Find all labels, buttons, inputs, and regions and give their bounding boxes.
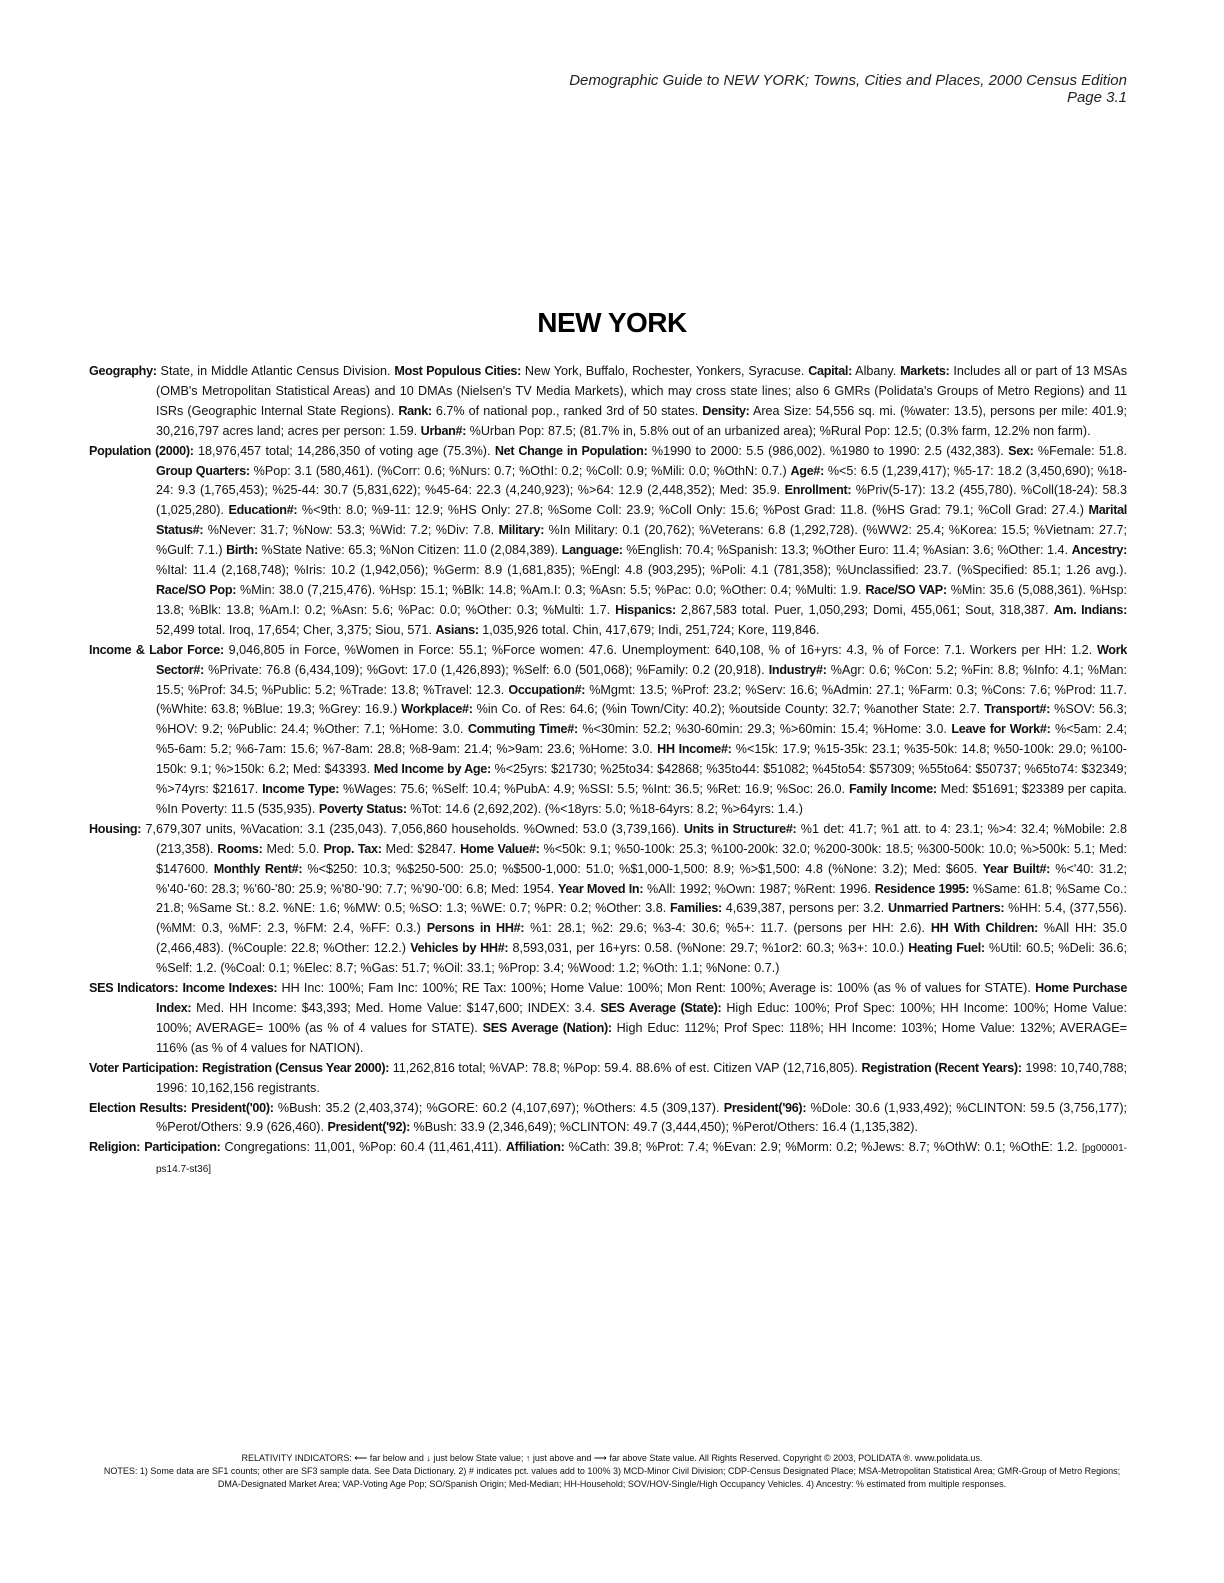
field-label: Voter Participation: bbox=[89, 1060, 199, 1075]
section-election bbox=[89, 1099, 1127, 1139]
field-label: Hispanics: bbox=[615, 602, 676, 617]
field-label: Persons in HH#: bbox=[426, 921, 525, 936]
field-label: SES Indicators: bbox=[89, 981, 179, 996]
field-label: Enrollment: bbox=[784, 483, 852, 498]
field-value: %<15k: 17.9; %15-35k: 23.1; %35-50k: 14.8; %50-100k: 29.0; %100-150k: 9.1; %>150k: 6.2; Med: $43393. bbox=[156, 742, 1127, 777]
field-label: Birth: bbox=[226, 543, 258, 558]
field-value: %All: 1992; %Own: 1987; %Rent: 1996. bbox=[643, 881, 875, 896]
field-label: Prop. Tax: bbox=[323, 841, 382, 856]
field-value: Med: 5.0. bbox=[262, 841, 324, 856]
field-label: Workplace#: bbox=[401, 702, 473, 717]
field-value: %English: 70.4; %Spanish: 13.3; %Other Euro: 11.4; %Asian: 3.6; %Other: 1.4. bbox=[622, 543, 1072, 558]
field-value: 11,262,816 total; %VAP: 78.8; %Pop: 59.4. 88.6% of est. Citizen VAP (12,716,805). bbox=[389, 1060, 862, 1075]
page-footer bbox=[95, 1452, 1129, 1491]
field-value: %Pop: 3.1 (580,461). (%Corr: 0.6; %Nurs: 0.7; %OthI: 0.2; %Coll: 0.9; %Mili: 0.0; %OthN: 0.7.) bbox=[249, 463, 791, 478]
field-label: Am. Indians: bbox=[1053, 602, 1127, 617]
field-label: Year Built#: bbox=[982, 861, 1051, 876]
field-label: President('96): bbox=[723, 1100, 807, 1115]
field-value: %Same: 61.8; %Same Co.: 21.8; %Same St.: 8.2. %NE: 1.6; %MW: 0.5; %SO: 1.3; %WE: 0.7; %PR: 0.2; %Other: 3.8. bbox=[156, 881, 1128, 916]
field-label: Language: bbox=[561, 543, 623, 558]
field-label: Income & Labor Force: bbox=[89, 642, 224, 657]
field-value: %<$250: 10.3; %$250-500: 25.0; %$500-1,000: 51.0; %$1,000-1,500: 8.9; %>$1,500: 4.8 (%None: 3.2); Med: $605. bbox=[302, 861, 983, 876]
section-geography bbox=[89, 362, 1127, 442]
field-label: Education#: bbox=[228, 503, 298, 518]
field-label: President('92): bbox=[327, 1120, 410, 1135]
field-value: %1: 28.1; %2: 29.6; %3-4: 30.6; %5+: 11.7. (persons per HH: 2.6). bbox=[524, 921, 931, 936]
field-label: Vehicles by HH#: bbox=[410, 941, 509, 956]
field-label: Rank: bbox=[398, 403, 432, 418]
field-label: Participation: bbox=[144, 1140, 221, 1155]
field-label: Affiliation: bbox=[505, 1140, 565, 1155]
field-value: 8,593,031, per 16+yrs: 0.58. (%None: 29.7; %1or2: 60.3; %3+: 10.0.) bbox=[508, 941, 909, 956]
field-label: Transport#: bbox=[984, 702, 1051, 717]
field-label: HH With Children: bbox=[930, 921, 1039, 936]
field-value: %In Military: 0.1 (20,762); %Veterans: 6.8 (1,292,728). (%WW2: 25.4; %Korea: 15.5; %Vietnam: 27.7; %Gulf: 7.1.) bbox=[156, 523, 1127, 558]
field-value: %<25yrs: $21730; %25to34: $42868; %35to44: $51082; %45to54: $57309; %55to64: $50737; %65to74: $32349; %>74yrs: $21617. bbox=[156, 762, 1128, 797]
field-value: Med. HH Income: $43,393; Med. Home Value: $147,600; INDEX: 3.4. bbox=[191, 1001, 601, 1015]
field-value: %Min: 35.6 (5,088,361). %Hsp: 13.8; %Blk: 13.8; %Am.I: 0.2; %Asn: 5.6; %Pac: 0.0; %Other: 0.3; %Multi: 1.7. bbox=[156, 582, 1128, 617]
field-label: Unmarried Partners: bbox=[887, 901, 1005, 916]
field-value: 1,035,926 total. Chin, 417,679; Indi, 251,724; Kore, 119,846. bbox=[478, 622, 820, 637]
field-value: %Bush: 35.2 (2,403,374); %GORE: 60.2 (4,107,697); %Others: 4.5 (309,137). bbox=[273, 1100, 724, 1115]
field-label: Rooms: bbox=[217, 841, 263, 856]
field-value: 2,867,583 total. Puer, 1,050,293; Domi, 455,061; Sout, 318,387. bbox=[675, 602, 1054, 617]
field-label: Group Quarters: bbox=[156, 463, 250, 478]
field-label: Race/SO Pop: bbox=[156, 582, 237, 597]
field-label: Income Indexes: bbox=[182, 981, 278, 996]
field-label: Home Value#: bbox=[460, 841, 540, 856]
source-code: [pg00001-ps14.7-st36] bbox=[156, 1143, 1128, 1176]
field-label: Sex: bbox=[1008, 443, 1034, 458]
field-label: Occupation#: bbox=[508, 682, 586, 697]
field-label: Family Income: bbox=[848, 782, 937, 797]
field-value: %in Co. of Res: 64.6; (%in Town/City: 40.2); %outside County: 32.7; %another State: 2.7. bbox=[472, 702, 985, 717]
field-value: %Female: 51.8. bbox=[1033, 443, 1128, 458]
field-value: 6.7% of national pop., ranked 3rd of 50 states. bbox=[431, 403, 703, 418]
field-label: Poverty Status: bbox=[318, 801, 407, 816]
field-label: Most Populous Cities: bbox=[394, 364, 522, 378]
page-header bbox=[569, 72, 1127, 106]
field-value: %Never: 31.7; %Now: 53.3; %Wid: 7.2; %Div: 7.8. bbox=[203, 523, 499, 538]
section-population bbox=[89, 442, 1127, 641]
field-value: 9,046,805 in Force, %Women in Force: 55.1; %Force women: 47.6. Unemployment: 640,108, % of 16+yrs: 4.3, % of Force: 7.1. Workers per HH: 1.2. bbox=[223, 642, 1097, 657]
field-value: Area Size: 54,556 sq. mi. (%water: 13.5), persons per mile: 401.9; 30,216,797 acres land; acres per person: 1.59. bbox=[156, 403, 1127, 438]
section-voter bbox=[89, 1059, 1127, 1099]
field-value: %State Native: 65.3; %Non Citizen: 11.0 (2,084,389). bbox=[257, 543, 562, 558]
field-label: Military: bbox=[498, 523, 545, 538]
field-label: Home Purchase Index: bbox=[156, 981, 1128, 1015]
field-value: %Private: 76.8 (6,434,109); %Govt: 17.0 (1,426,893); %Self: 6.0 (501,068); %Family: 0.2 (20,918). bbox=[204, 662, 769, 677]
field-label: Geography: bbox=[89, 364, 157, 378]
section-religion bbox=[89, 1138, 1127, 1180]
field-label: SES Average (Nation): bbox=[482, 1020, 612, 1035]
field-label: Commuting Time#: bbox=[467, 722, 578, 737]
field-label: Age#: bbox=[790, 463, 824, 478]
field-label: HH Income#: bbox=[657, 742, 732, 757]
field-value: 52,499 total. Iroq, 17,654; Cher, 3,375; Siou, 571. bbox=[156, 622, 436, 637]
field-value: %Ital: 11.4 (2,168,748); %Iris: 10.2 (1,942,056); %Germ: 8.9 (1,681,835); %Engl: 4.8 (903,295); %Poli: 4.1 (781,358); %Unclassified: 23.7. (%Specified: 85.1; 1.26 avg.). bbox=[156, 563, 1127, 578]
field-label: Heating Fuel: bbox=[908, 941, 985, 956]
field-value: %<9th: 8.0; %9-11: 12.9; %HS Only: 27.8; %Some Coll: 23.9; %Coll Only: 15.6; %Post Grad: 11.8. (%HS Grad: 79.1; %Coll Grad: 27.4.) bbox=[297, 503, 1089, 518]
page-title: NEW YORK bbox=[537, 307, 687, 338]
field-label: Monthly Rent#: bbox=[213, 861, 303, 876]
header-page-number: Page 3.1 bbox=[1066, 89, 1127, 106]
field-label: Leave for Work#: bbox=[951, 722, 1051, 737]
field-label: Units in Structure#: bbox=[683, 821, 797, 836]
document-body bbox=[89, 362, 1127, 1180]
field-value: State, in Middle Atlantic Census Division. bbox=[156, 364, 395, 378]
field-label: Urban#: bbox=[420, 423, 467, 438]
field-label: Marital Status#: bbox=[156, 503, 1127, 538]
field-value: %1990 to 2000: 5.5 (986,002). %1980 to 1990: 2.5 (432,383). bbox=[647, 443, 1009, 458]
field-label: Med Income by Age: bbox=[373, 762, 491, 777]
field-label: Ancestry: bbox=[1071, 543, 1127, 558]
field-value: %<'40: 31.2; %'40-'60: 28.3; %'60-'80: 25.9; %'80-'90: 7.7; %'90-'00: 6.8; Med: 1954. bbox=[156, 861, 1127, 896]
field-label: Capital: bbox=[808, 364, 853, 378]
field-value: 18,976,457 total; 14,286,350 of voting age (75.3%). bbox=[193, 443, 495, 458]
field-label: Residence 1995: bbox=[874, 881, 970, 896]
field-value: %1 det: 41.7; %1 att. to 4: 23.1; %>4: 32.4; %Mobile: 2.8 (213,358). bbox=[156, 821, 1127, 856]
field-value: %Agr: 0.6; %Con: 5.2; %Fin: 8.8; %Info: 4.1; %Man: 15.5; %Prof: 34.5; %Public: 5.2; %Trade: 13.8; %Travel: 12.3. bbox=[156, 662, 1127, 697]
footer-notes: NOTES: 1) Some data are SF1 counts; other are SF3 sample data. See Data Dictionary. 2) # indicates pct. values add to 100% 3) MCD-Minor Civil Division; CDP-Census Designated Place; MSA-Metropolitan Statistical Area; GMR-Group of Metro Regions; DMA-Designated Market Area; VAP-Voting Age Pop; SO/Spanish Origin; Med-Median; HH-Household; SOV/HOV-Single/High Occupancy Vehicles. 4) Ancestry: % estimated from multiple responses. bbox=[103, 1466, 1121, 1489]
field-label: Income Type: bbox=[262, 782, 340, 797]
field-value: 1998: 10,740,788; 1996: 10,162,156 registrants. bbox=[156, 1060, 1127, 1095]
field-value: Congregations: 11,001, %Pop: 60.4 (11,461,411). bbox=[220, 1140, 506, 1155]
field-label: Net Change in Population: bbox=[494, 443, 648, 458]
field-value: HH Inc: 100%; Fam Inc: 100%; RE Tax: 100%; Home Value: 100%; Mon Rent: 100%; Average is: 100% (as % of values for STATE). bbox=[277, 981, 1036, 996]
field-value: %Min: 38.0 (7,215,476). %Hsp: 15.1; %Blk: 14.8; %Am.I: 0.3; %Asn: 5.5; %Pac: 0.0; %Other: 0.4; %Multi: 1.9. bbox=[236, 582, 866, 597]
field-value: %Util: 60.5; %Deli: 36.6; %Self: 1.2. (%Coal: 0.1; %Elec: 8.7; %Gas: 51.7; %Oil: 33.1; %Prop: 3.4; %Wood: 1.2; %Oth: 1.1; %None: 0.7.) bbox=[156, 941, 1127, 976]
field-value: %Dole: 30.6 (1,933,492); %CLINTON: 59.5 (3,756,177); %Perot/Others: 9.9 (626,460). bbox=[156, 1100, 1128, 1135]
field-value: Includes all or part of 13 MSAs (OMB's Metropolitan Statistical Areas) and 10 DMAs (Nielsen's TV Media Markets), which may cross state lines; also 6 GMRs (Polidata's Groups of Metro Regions) and 11 ISRs (Geographic Internal State Regions). bbox=[156, 364, 1128, 418]
field-value: %Tot: 14.6 (2,692,202). (%<18yrs: 5.0; %18-64yrs: 8.2; %>64yrs: 1.4.) bbox=[406, 801, 803, 816]
field-label: Registration (Census Year 2000): bbox=[201, 1060, 390, 1075]
field-value: Med: $51691; $23389 per capita. %In Poverty: 11.5 (535,935). bbox=[156, 782, 1127, 816]
field-value: %All HH: 35.0 (2,466,483). (%Couple: 22.8; %Other: 12.2.) bbox=[156, 921, 1127, 956]
field-label: Industry#: bbox=[768, 662, 827, 677]
field-value: %<30min: 52.2; %30-60min: 29.3; %>60min: 15.4; %Home: 3.0. bbox=[577, 722, 952, 737]
field-value: %<50k: 9.1; %50-100k: 25.3; %100-200k: 32.0; %200-300k: 18.5; %300-500k: 10.0; %>500k: 5.1; Med: $147600. bbox=[156, 841, 1127, 876]
field-label: Year Moved In: bbox=[558, 881, 644, 896]
field-label: Registration (Recent Years): bbox=[861, 1060, 1022, 1075]
field-value: 7,679,307 units, %Vacation: 3.1 (235,043). 7,056,860 households. %Owned: 53.0 (3,739,166). bbox=[141, 821, 684, 836]
field-label: Religion: bbox=[89, 1140, 141, 1155]
field-label: Asians: bbox=[435, 622, 479, 637]
field-label: Election Results: bbox=[89, 1100, 187, 1115]
field-label: Race/SO VAP: bbox=[865, 582, 947, 597]
field-value: Albany. bbox=[852, 364, 901, 378]
field-value: High Educ: 100%; Prof Spec: 100%; HH Income: 100%; Home Value: 100%; AVERAGE= 100% (as % of 4 values for STATE). bbox=[156, 1001, 1127, 1035]
field-label: SES Average (State): bbox=[600, 1001, 722, 1015]
field-value: %<5am: 2.4; %5-6am: 5.2; %6-7am: 15.6; %7-8am: 28.8; %8-9am: 21.4; %>9am: 23.6; %Home: 3.0. bbox=[156, 722, 1127, 757]
field-value: High Educ: 112%; Prof Spec: 118%; HH Income: 103%; Home Value: 132%; AVERAGE= 116% (as % of 4 values for NATION). bbox=[156, 1020, 1127, 1055]
field-value: %Wages: 75.6; %Self: 10.4; %PubA: 4.9; %SSI: 5.5; %Int: 36.5; %Ret: 16.9; %Soc: 26.0. bbox=[339, 782, 849, 797]
section-housing bbox=[89, 820, 1127, 979]
section-ses bbox=[89, 979, 1127, 1059]
header-guide-title: Demographic Guide to NEW YORK; Towns, Cities and Places, 2000 Census Edition bbox=[569, 72, 1127, 89]
field-label: Families: bbox=[670, 901, 722, 916]
field-label: Population (2000): bbox=[89, 443, 194, 458]
field-label: Markets: bbox=[900, 364, 950, 378]
field-label: Work Sector#: bbox=[156, 642, 1127, 677]
section-income bbox=[89, 641, 1127, 820]
field-value: 4,639,387, persons per: 3.2. bbox=[721, 901, 888, 916]
field-label: Density: bbox=[702, 403, 750, 418]
field-value: %HH: 5.4, (377,556). (%MM: 0.3, %MF: 2.3, %FM: 2.4, %FF: 0.3.) bbox=[156, 901, 1127, 936]
field-value: %SOV: 56.3; %HOV: 9.2; %Public: 24.4; %Other: 7.1; %Home: 3.0. bbox=[156, 702, 1127, 737]
field-label: Housing: bbox=[89, 821, 142, 836]
field-value: %Cath: 39.8; %Prot: 7.4; %Evan: 2.9; %Morm: 0.2; %Jews: 8.7; %OthW: 0.1; %OthE: 1.2. bbox=[564, 1140, 1082, 1155]
field-value: %Mgmt: 13.5; %Prof: 23.2; %Serv: 16.6; %Admin: 27.1; %Farm: 0.3; %Cons: 7.6; %Prod: 11.7. (%White: 63.8; %Blue: 19.3; %Grey: 16.9.) bbox=[156, 682, 1127, 717]
field-value: %Priv(5-17): 13.2 (455,780). %Coll(18-24): 58.3 (1,025,280). bbox=[156, 483, 1127, 518]
field-value: New York, Buffalo, Rochester, Yonkers, Syracuse. bbox=[521, 364, 809, 378]
field-label: President('00): bbox=[191, 1100, 274, 1115]
footer-relativity-indicators: RELATIVITY INDICATORS: ⟵ far below and ↓ just below State value; ↑ just above and ⟶ far above State value. All Rights Reserved. Copyright © 2003, POLIDATA ®. www.polidata.us. bbox=[241, 1453, 983, 1463]
field-value: %<5: 6.5 (1,239,417); %5-17: 18.2 (3,450,690); %18-24: 9.3 (1,765,453); %25-44: 30.7 (5,831,622); %45-64: 22.3 (4,240,923); %>64: 12.9 (2,448,352); Med: 35.9. bbox=[156, 463, 1127, 498]
field-value: Med: $2847. bbox=[381, 841, 461, 856]
field-value: %Urban Pop: 87.5; (81.7% in, 5.8% out of an urbanized area); %Rural Pop: 12.5; (0.3% farm, 12.2% non farm). bbox=[466, 423, 1091, 438]
field-value: %Bush: 33.9 (2,346,649); %CLINTON: 49.7 (3,444,450); %Perot/Others: 16.4 (1,135,382). bbox=[410, 1120, 918, 1135]
